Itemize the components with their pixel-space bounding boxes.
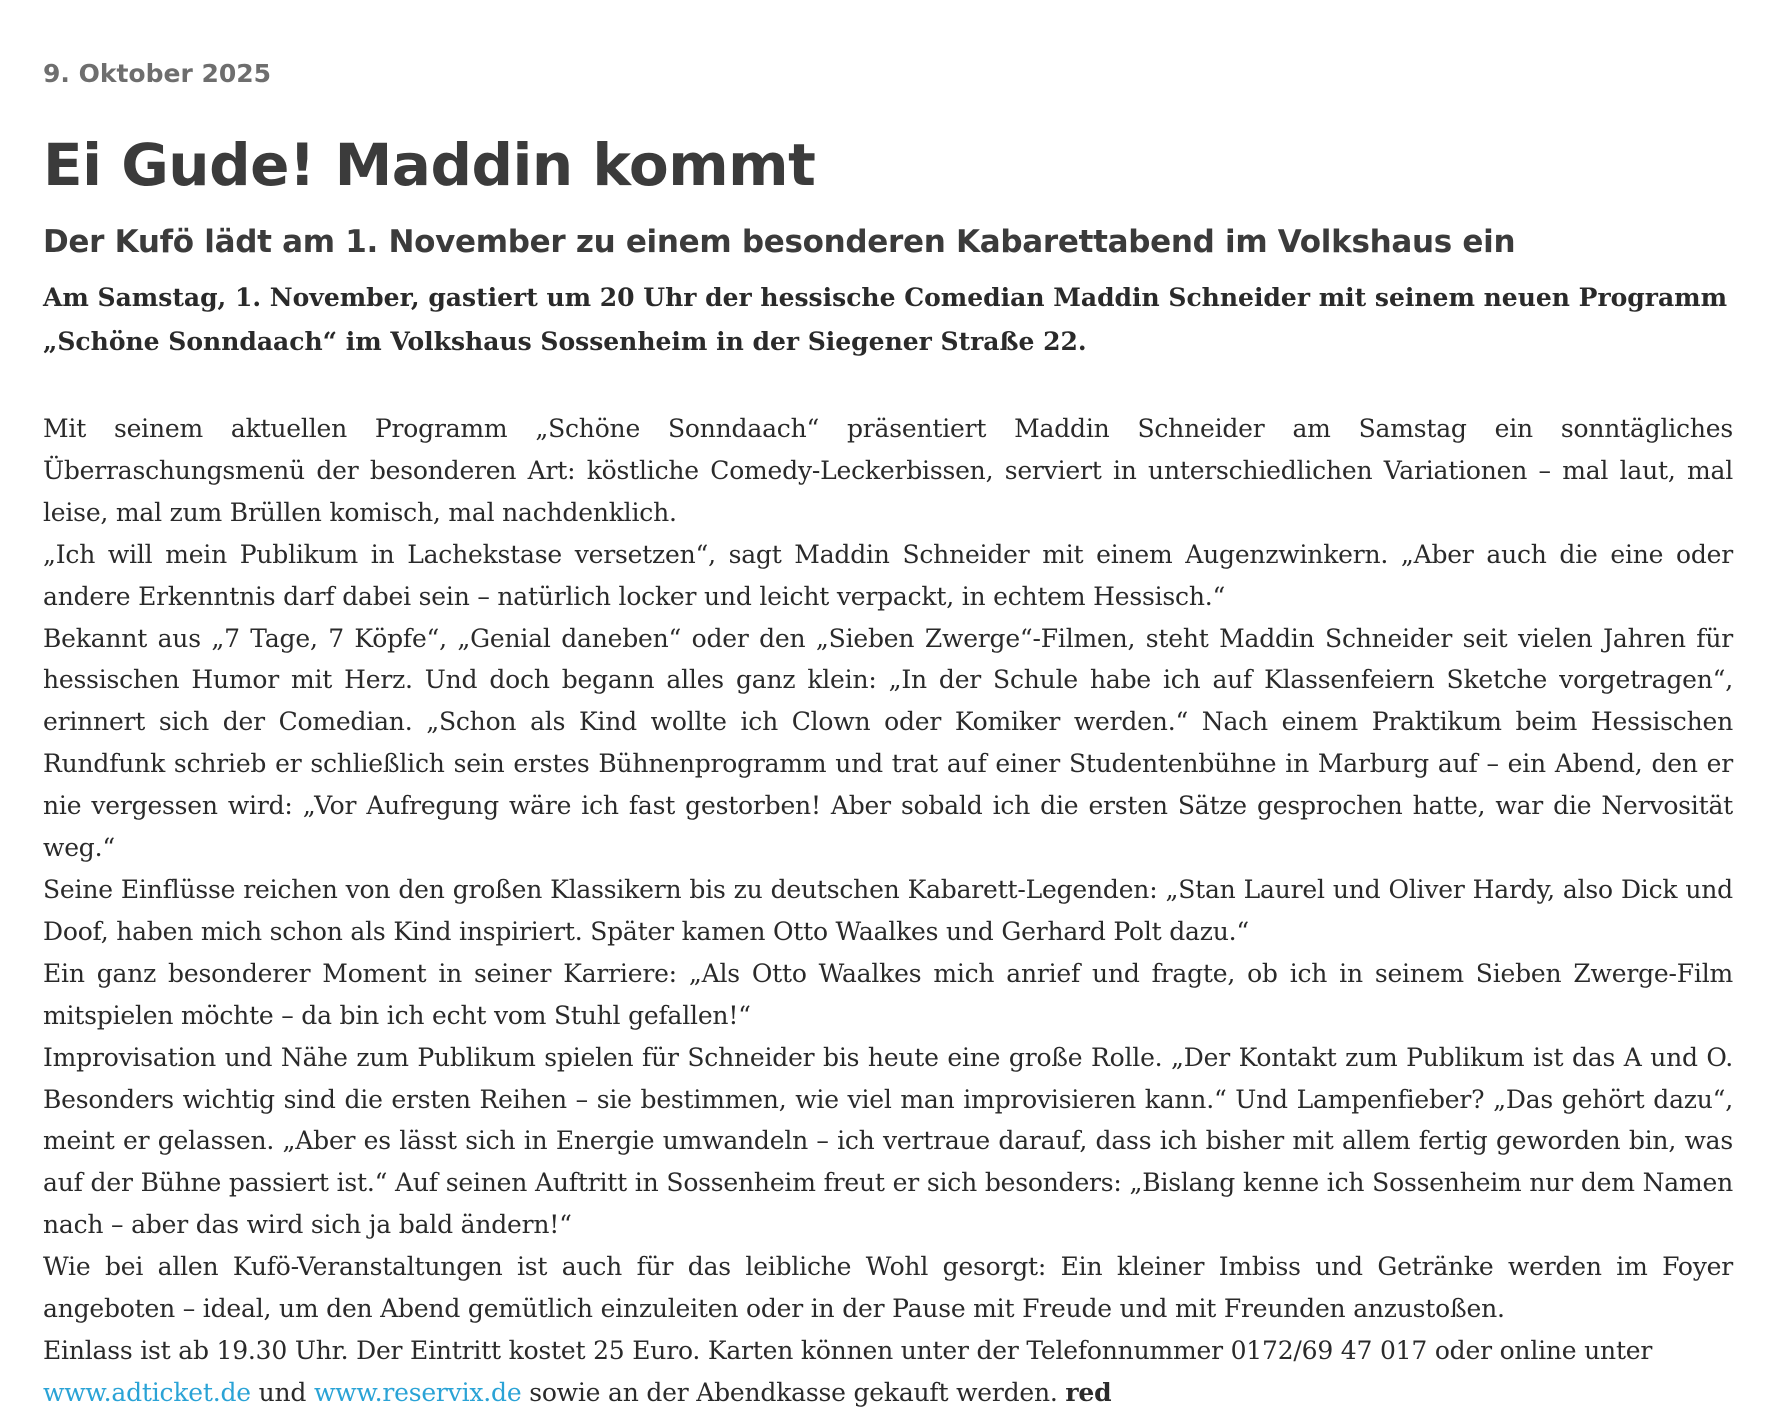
closing-paragraph bbox=[43, 1330, 1733, 1414]
body-paragraph: Ein ganz besonderer Moment in seiner Karriere: „Als Otto Waalkes mich anrief und fragte, ob ich in seinem Sieben Zwerge-Film mitspielen möchte – da bin ich echt vom Stuhl gefallen!“ bbox=[43, 958, 1733, 1030]
body-paragraph: Mit seinem aktuellen Programm „Schöne Sonndaach“ präsentiert Maddin Schneider am Samstag ein sonntägliches Überraschungsmenü der besonderen Art: köstliche Comedy-Leckerbissen, serviert in unterschiedlichen Variationen – mal laut, mal leise, mal zum Brüllen komisch, mal nachdenklich. bbox=[43, 414, 1733, 527]
article bbox=[43, 58, 1733, 1414]
closing-text-end: sowie an der Abendkasse gekauft werden. bbox=[529, 1377, 1058, 1407]
lead-line: Am Samstag, 1. November, gastiert um 20 Uhr der hessische Comedian Maddin Schneider mit seinem neuen Programm bbox=[43, 283, 1728, 312]
closing-text: Einlass ist ab 19.30 Uhr. Der Eintritt kostet 25 Euro. Karten können unter der Telefonnummer 0172/69 47 017 oder online unter bbox=[43, 1335, 1653, 1365]
closing-connector: und bbox=[258, 1377, 307, 1407]
body-paragraph: Wie bei allen Kufö-Veranstaltungen ist auch für das leibliche Wohl gesorgt: Ein kleiner Imbiss und Getränke werden im Foyer angeboten – ideal, um den Abend gemütlich einzuleiten oder in der Pause mit Freude und mit Freunden anzustoßen. bbox=[43, 1252, 1733, 1324]
article-lead bbox=[43, 276, 1733, 364]
lead-line: „Schöne Sonndaach“ im Volkshaus Sossenheim in der Siegener Straße 22. bbox=[43, 327, 1087, 356]
article-body bbox=[43, 408, 1733, 1414]
article-subheadline: Der Kufö lädt am 1. November zu einem besonderen Kabarettabend im Volkshaus ein bbox=[43, 224, 1516, 260]
article-headline: Ei Gude! Maddin kommt bbox=[43, 131, 816, 199]
publication-date: 9. Oktober 2025 bbox=[43, 59, 272, 88]
body-paragraph: Improvisation und Nähe zum Publikum spielen für Schneider bis heute eine große Rolle. „Der Kontakt zum Publikum ist das A und O. Besonders wichtig sind die ersten Reihen – sie bestimmen, wie viel man improvisieren kann.“ Und Lampenfieber? „Das gehört dazu“, meint er gelassen. „Aber es lässt sich in Energie umwandeln – ich vertraue darauf, dass ich bisher mit allem fertig geworden bin, was auf der Bühne passiert ist.“ Auf seinen Auftritt in Sossenheim freut er sich besonders: „Bislang kenne ich Sossenheim nur dem Namen nach – aber das wird sich ja bald ändern!“ bbox=[43, 1042, 1733, 1240]
body-paragraph: Bekannt aus „7 Tage, 7 Köpfe“, „Genial daneben“ oder den „Sieben Zwerge“-Filmen, steht Maddin Schneider seit vielen Jahren für hessischen Humor mit Herz. Und doch begann alles ganz klein: „In der Schule habe ich auf Klassenfeiern Sketche vorgetragen“, erinnert sich der Comedian. „Schon als Kind wollte ich Clown oder Komiker werden.“ Nach einem Praktikum beim Hessischen Rundfunk schrieb er schließlich sein erstes Bühnenprogramm und trat auf einer Studentenbühne in Marburg auf – ein Abend, den er nie vergessen wird: „Vor Aufregung wäre ich fast gestorben! Aber sobald ich die ersten Sätze gesprochen hatte, war die Nervosität weg.“ bbox=[43, 623, 1733, 863]
adticket-link[interactable]: www.adticket.de bbox=[43, 1377, 251, 1407]
body-paragraph: Seine Einflüsse reichen von den großen Klassikern bis zu deutschen Kabarett-Legenden: „Stan Laurel und Oliver Hardy, also Dick und Doof, haben mich schon als Kind inspiriert. Später kamen Otto Waalkes und Gerhard Polt dazu.“ bbox=[43, 874, 1733, 946]
reservix-link[interactable]: www.reservix.de bbox=[313, 1377, 522, 1407]
author-signature: red bbox=[1065, 1377, 1112, 1407]
body-paragraph: „Ich will mein Publikum in Lachekstase versetzen“, sagt Maddin Schneider mit einem Augenzwinkern. „Aber auch die eine oder andere Erkenntnis darf dabei sein – natürlich locker und leicht verpackt, in echtem Hessisch.“ bbox=[43, 539, 1733, 611]
